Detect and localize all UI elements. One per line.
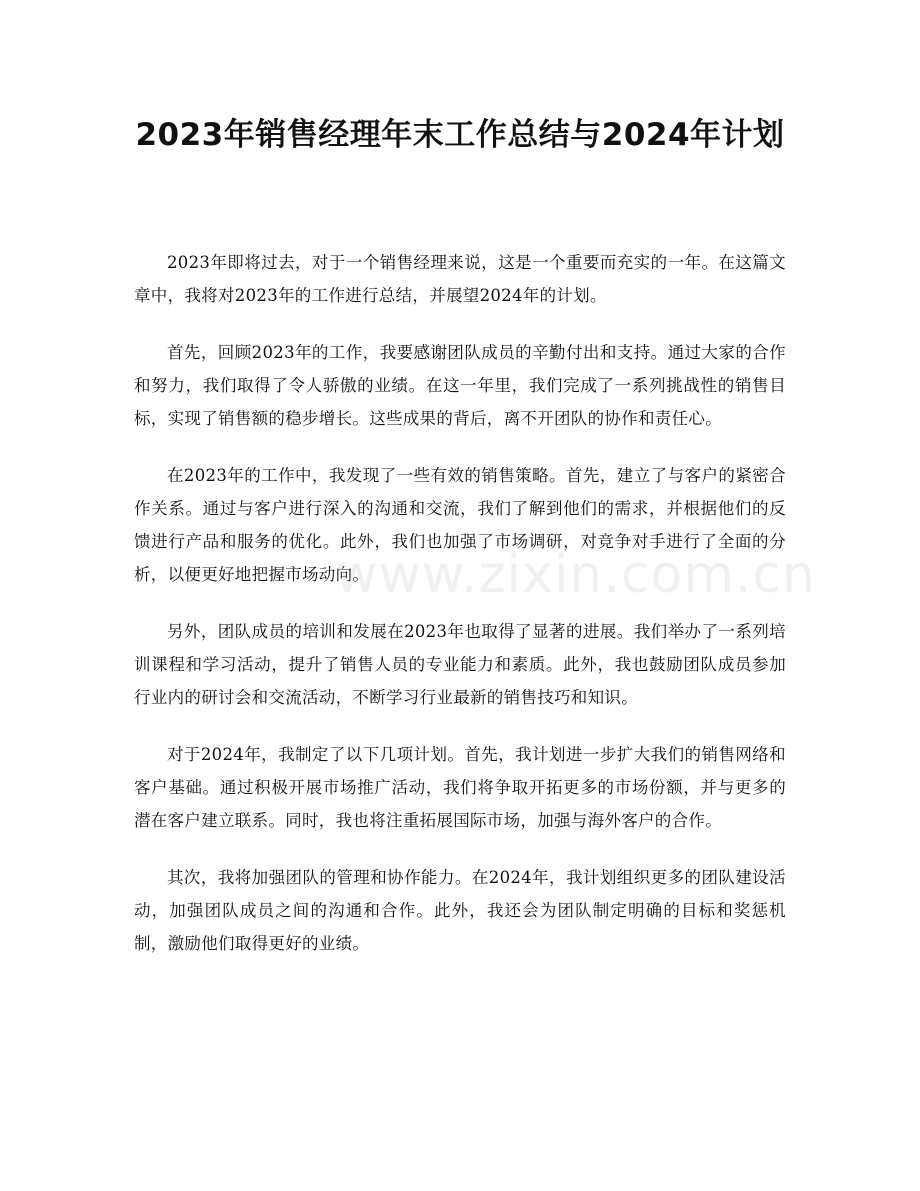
paragraph-team-management: 其次，我将加强团队的管理和协作能力。在2024年，我计划组织更多的团队建设活动，加强团队成员之间的沟通和合作。此外，我还会为团队制定明确的目标和奖惩机制，激励他们取得更好的业绩。 [134,868,786,953]
paragraph-plan-2024: 对于2024年，我制定了以下几项计划。首先，我计划进一步扩大我们的销售网络和客户基础。通过积极开展市场推广活动，我们将争取开拓更多的市场份额，并与更多的潜在客户建立联系。同时，我也将注重拓展国际市场，加强与海外客户的合作。 [134,745,786,830]
paragraph-intro: 2023年即将过去，对于一个销售经理来说，这是一个重要而充实的一年。在这篇文章中，我将对2023年的工作进行总结，并展望2024年的计划。 [134,253,786,305]
paragraph-strategies: 在2023年的工作中，我发现了一些有效的销售策略。首先，建立了与客户的紧密合作关系。通过与客户进行深入的沟通和交流，我们了解到他们的需求，并根据他们的反馈进行产品和服务的优化。此外，我们也加强了市场调研，对竞争对手进行了全面的分析，以便更好地把握市场动向。 [134,466,786,584]
paragraph-review: 首先，回顾2023年的工作，我要感谢团队成员的辛勤付出和支持。通过大家的合作和努力，我们取得了令人骄傲的业绩。在这一年里，我们完成了一系列挑战性的销售目标，实现了销售额的稳步增长。这些成果的背后，离不开团队的协作和责任心。 [134,343,786,428]
watermark-text: www.zixin.com.cn [335,545,816,605]
document-body [134,246,786,984]
document-title: 2023年销售经理年末工作总结与2024年计划 [135,117,785,153]
paragraph-training: 另外，团队成员的培训和发展在2023年也取得了显著的进展。我们举办了一系列培训课程和学习活动，提升了销售人员的专业能力和素质。此外，我也鼓励团队成员参加行业内的研讨会和交流活动，不断学习行业最新的销售技巧和知识。 [134,622,786,707]
